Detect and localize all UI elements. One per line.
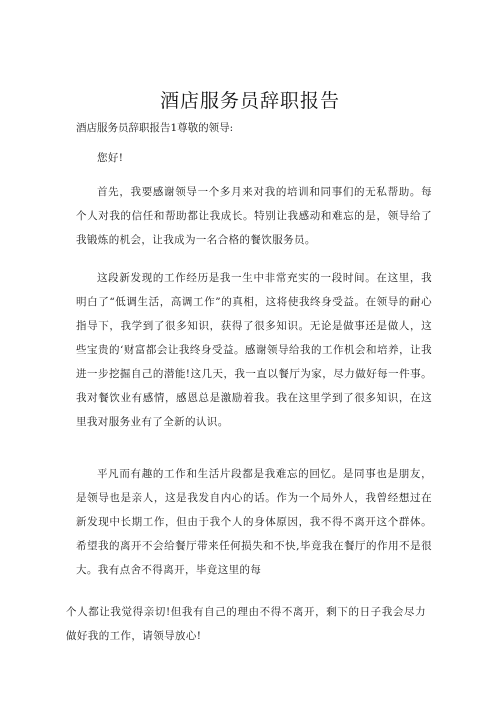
document-lead-line: 酒店服务员辞职报告1尊敬的领导: bbox=[76, 122, 234, 134]
body-paragraph-2: 这段新发现的工作经历是我一生中非常充实的一段时间。在这里，我明白了“低调生活，高调工作”的真相，这将使我终身受益。在领导的耐心指导下，我学到了很多知识，获得了很多知识。无论是做事还是做人，这些宝贵的‘财富都会让我终身受益。感谢领导给我的工作机会和培养，让我进一步挖掘自己的潜能!这几天，我一直以餐厅为家，尽力做好每一件事。我对餐饮业有感情，感恩总是激励着我。我在这里学到了很多知识，在这里我对服务业有了全新的认识。 bbox=[76, 272, 432, 428]
body-paragraph-1: 首先，我要感谢领导一个多月来对我的培训和同事们的无私帮助。每个人对我的信任和帮助都让我成长。特别让我感动和难忘的是，领导给了我锻炼的机会，让我成为一名合格的餐饮服务员。 bbox=[76, 186, 432, 246]
body-paragraph-3: 平凡而有趣的工作和生活片段都是我难忘的回忆。是同事也是朋友，是领导也是亲人，这是我发自内心的话。作为一个局外人，我曾经想过在新发现中长期工作，但由于我个人的身体原因，我不得不离开这个群体。希望我的离开不会给餐厅带来任何损失和不快,毕竟我在餐厅的作用不是很大。我有点舍不得离开，毕竟这里的每 bbox=[76, 468, 432, 576]
greeting-paragraph: 您好! bbox=[97, 152, 124, 164]
document-title: 酒店服务员辞职报告 bbox=[159, 90, 340, 112]
body-paragraph-4: 个人都让我觉得亲切!但我有自己的理由不得不离开，剩下的日子我会尽力做好我的工作，请领导放心! bbox=[66, 606, 426, 642]
